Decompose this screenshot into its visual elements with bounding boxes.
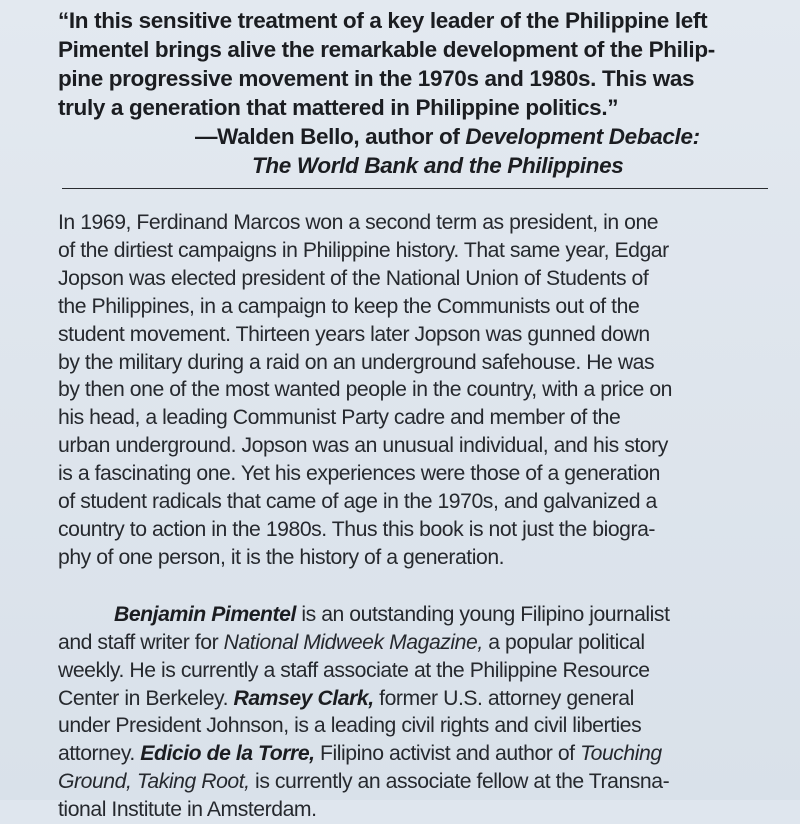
bio-line (58, 685, 774, 713)
description-line: the Philippines, in a campaign to keep the Communists out of the (58, 294, 640, 318)
description-line: student movement. Thirteen years later Jopson was gunned down (58, 322, 650, 346)
book-description (58, 209, 774, 572)
description-line: of student radicals that came of age in the 1970s, and galvanized a (58, 490, 657, 514)
attribution-line-1 (195, 122, 774, 151)
foreword-author-name: Ramsey Clark, (233, 686, 374, 710)
description-line: by then one of the most wanted people in the country, with a price on (58, 378, 672, 402)
description-line: his head, a leading Communist Party cadre and member of the (58, 406, 621, 430)
quote-line: pine progressive movement in the 1970s and 1980s. This was (58, 66, 695, 91)
bio-text: Center in Berkeley. (58, 686, 234, 710)
bio-text: former U.S. attorney general (373, 686, 634, 710)
attribution-author: —Walden Bello, author of (195, 124, 466, 149)
bio-line (58, 768, 774, 796)
quote-line: “In this sensitive treatment of a key leader of the Philippine left (58, 8, 708, 33)
description-line: urban underground. Jopson was an unusual individual, and his story (58, 434, 668, 458)
description-line: In 1969, Ferdinand Marcos won a second term as president, in one (58, 211, 659, 234)
contributor-bios (58, 601, 774, 824)
bio-text: is currently an associate fellow at the Transna- (249, 770, 670, 794)
magazine-title: National Midweek Magazine, (223, 630, 483, 654)
bio-line: under President Johnson, is a leading civil rights and civil liberties (58, 714, 642, 738)
bio-text: a popular political (482, 630, 645, 654)
bio-text: and staff writer for (58, 630, 224, 654)
divider-rule (62, 188, 768, 189)
description-line: country to action in the 1980s. Thus this book is not just the biogra- (58, 517, 656, 541)
bio-line: tional Institute in Amsterdam. (58, 798, 317, 822)
description-line: phy of one person, it is the history of a generation. (58, 545, 505, 569)
description-line: Jopson was elected president of the National Union of Students of (58, 266, 649, 290)
description-line: is a fascinating one. Yet his experiences were those of a generation (58, 462, 660, 486)
author-name: Benjamin Pimentel (114, 602, 296, 626)
quote-line: Pimentel brings alive the remarkable development of the Philip- (58, 37, 715, 62)
book-title: Touching (580, 742, 662, 766)
bio-text: is an outstanding young Filipino journalist (295, 602, 670, 626)
quote-line: truly a generation that mattered in Philippine politics.” (58, 95, 619, 120)
description-line: of the dirtiest campaigns in Philippine history. That same year, Edgar (58, 238, 669, 262)
bio-text: attorney. (58, 742, 141, 766)
attribution-book-subtitle: The World Bank and the Philippines (252, 153, 624, 178)
bio-line (58, 629, 774, 657)
contributor-name: Edicio de la Torre, (140, 742, 315, 766)
description-line: by the military during a raid on an underground safehouse. He was (58, 350, 655, 374)
book-title-cont: Ground, Taking Root, (58, 770, 250, 794)
endorsement-quote (58, 6, 774, 122)
bio-line (58, 601, 774, 629)
quote-attribution (58, 122, 774, 180)
bio-text: Filipino activist and author of (314, 742, 581, 766)
bio-line: weekly. He is currently a staff associate at the Philippine Resource (58, 658, 650, 682)
bio-line (58, 740, 774, 768)
attribution-book-title: Development Debacle: (465, 124, 700, 149)
